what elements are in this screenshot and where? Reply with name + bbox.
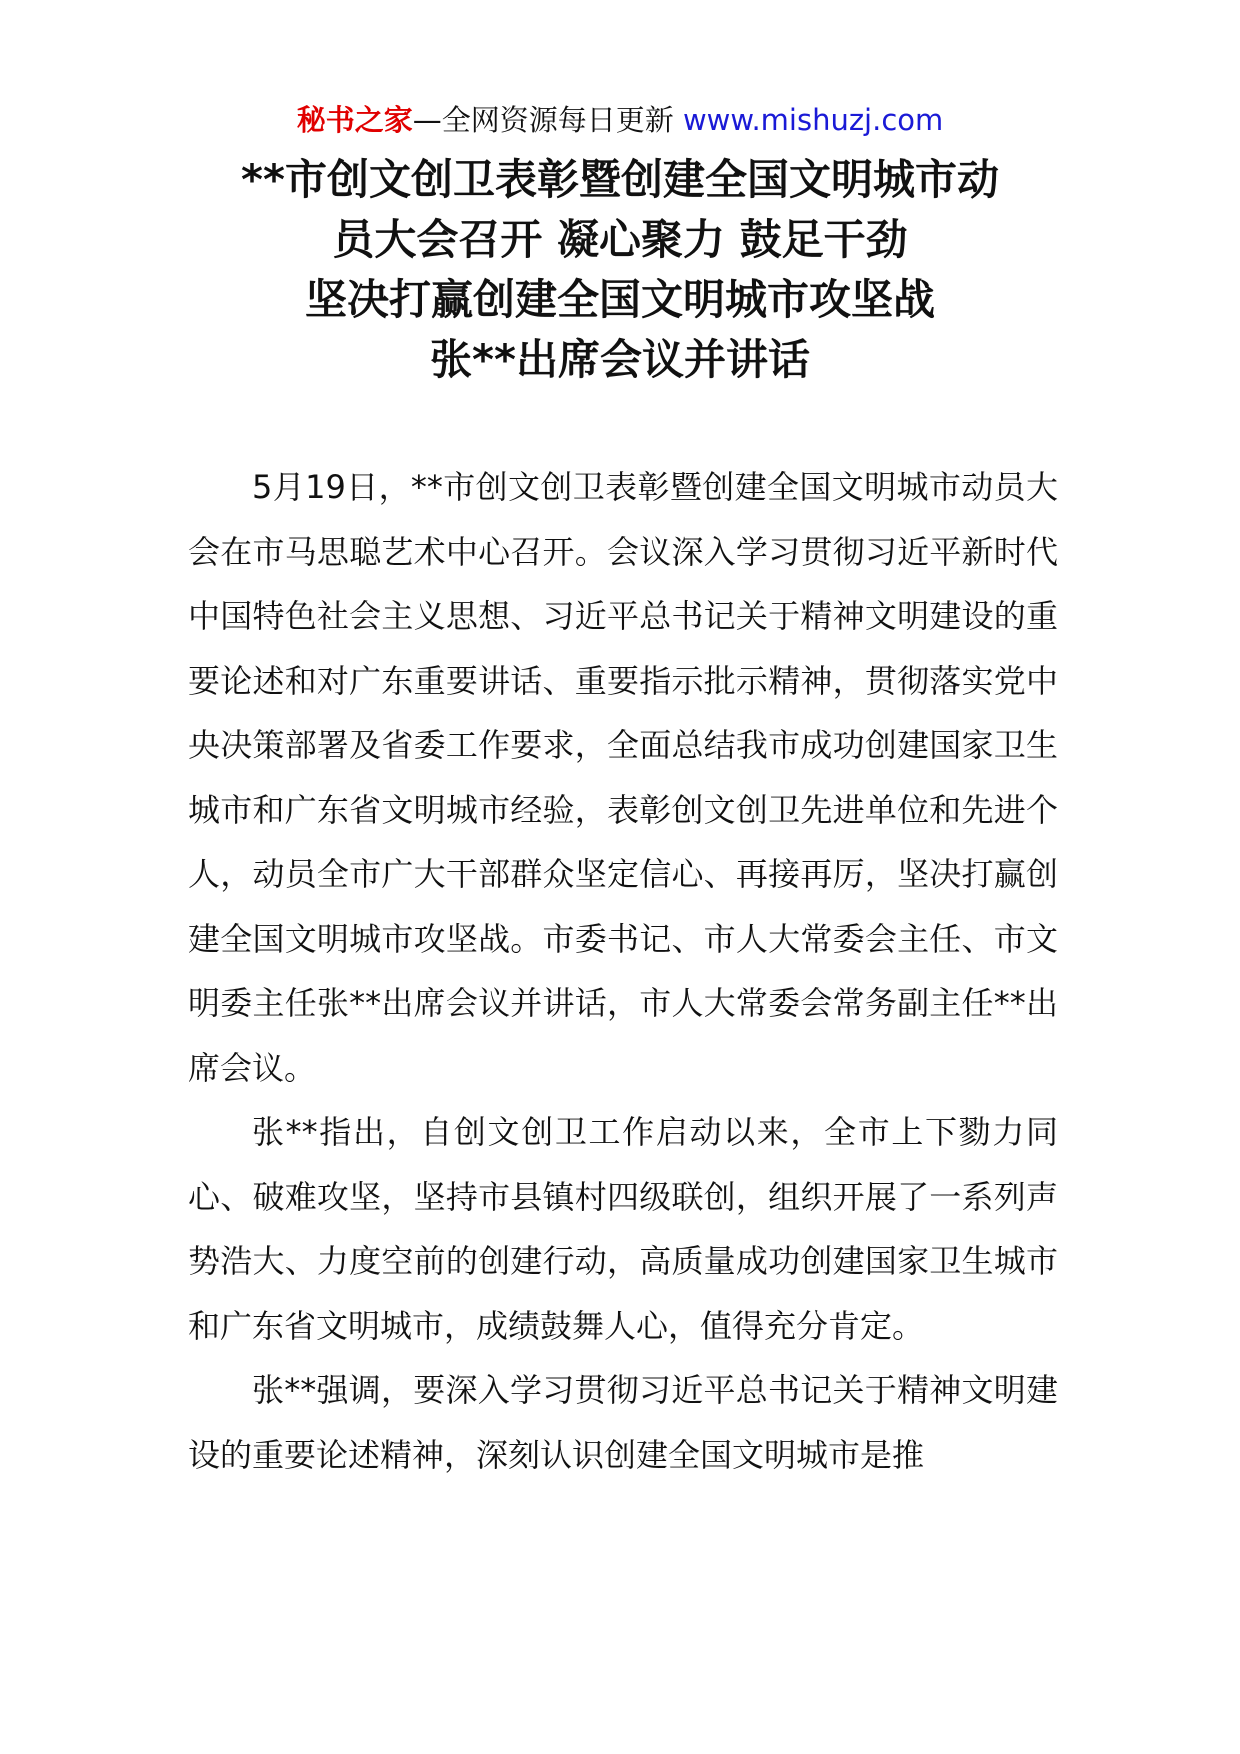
title-line-4: 张**出席会议并讲话 xyxy=(430,335,810,384)
title-line-3: 坚决打赢创建全国文明城市攻坚战 xyxy=(304,275,935,324)
brand-name: 秘书之家 xyxy=(296,103,413,137)
site-url-link[interactable]: www.mishuzj.com xyxy=(682,103,944,137)
body-paragraph-3: 张**强调，要深入学习贯彻习近平总书记关于精神文明建设的重要论述精神，深刻认识创建全国文明城市是推 xyxy=(188,1371,1058,1474)
title-line-1: **市创文创卫表彰暨创建全国文明城市动 xyxy=(241,155,999,204)
document-title xyxy=(0,150,1240,390)
document-body xyxy=(188,455,1058,1487)
site-header xyxy=(0,100,1240,140)
header-tagline: —全网资源每日更新 xyxy=(412,103,674,137)
body-paragraph-1: 5月19日，**市创文创卫表彰暨创建全国文明城市动员大会在市马思聪艺术中心召开。会议深入学习贯彻习近平新时代中国特色社会主义思想、习近平总书记关于精神文明建设的重要论述和对广东重要讲话、重要指示批示精神，贯彻落实党中央决策部署及省委工作要求，全面总结我市成功创建国家卫生城市和广东省文明城市经验，表彰创文创卫先进单位和先进个人，动员全市广大干部群众坚定信心、再接再厉，坚决打赢创建全国文明城市攻坚战。市委书记、市人大常委会主任、市文明委主任张**出席会议并讲话，市人大常委会常务副主任**出席会议。 xyxy=(188,468,1058,1087)
title-line-2: 员大会召开 凝心聚力 鼓足干劲 xyxy=(332,215,908,264)
body-paragraph-2: 张**指出，自创文创卫工作启动以来，全市上下勠力同心、破难攻坚，坚持市县镇村四级联创，组织开展了一系列声势浩大、力度空前的创建行动，高质量成功创建国家卫生城市和广东省文明城市，成绩鼓舞人心，值得充分肯定。 xyxy=(188,1113,1058,1345)
